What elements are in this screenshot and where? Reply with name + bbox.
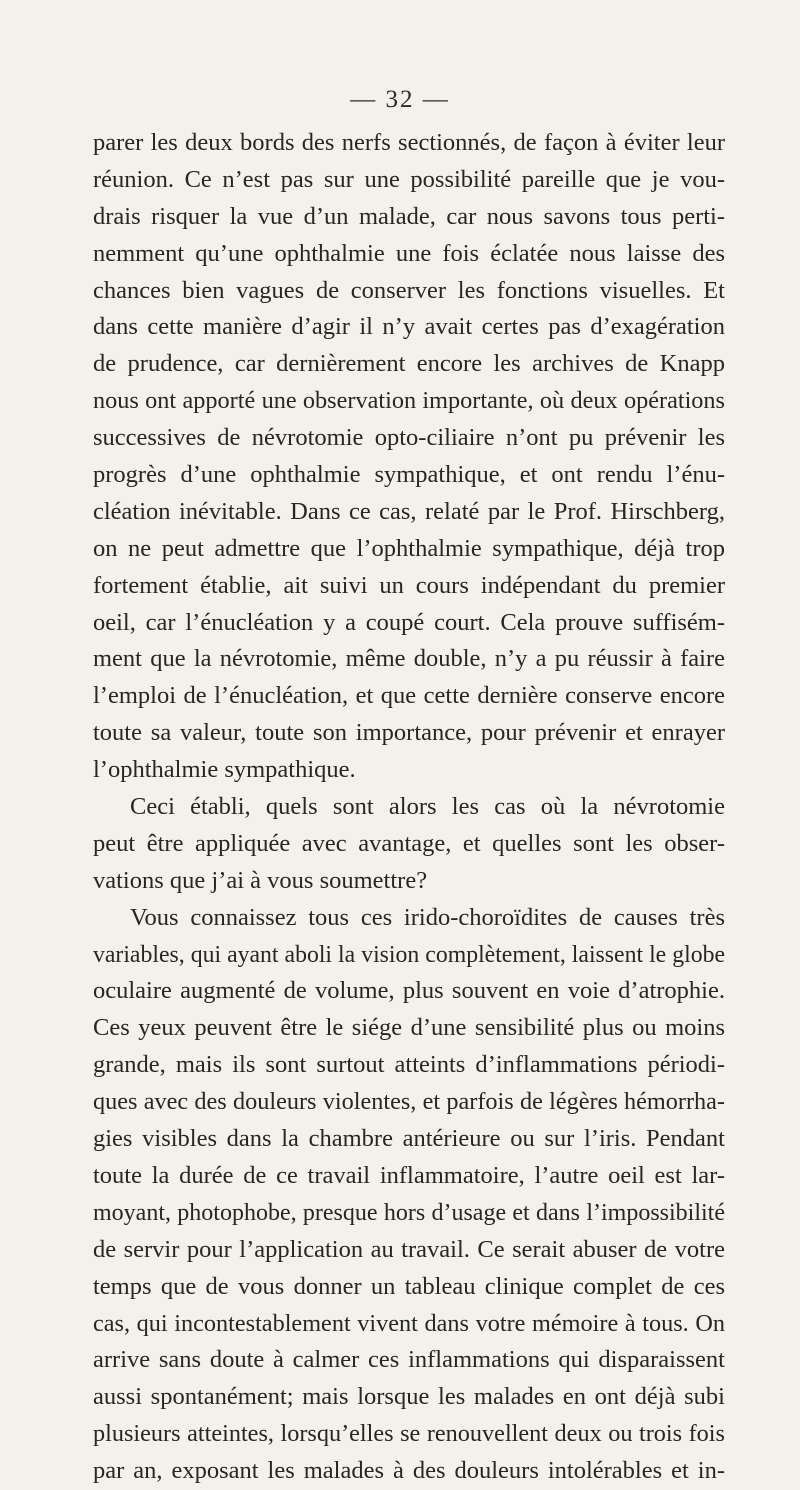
text-line: fortement établie, ait suivi un cours indépendant du premier — [93, 571, 725, 599]
text-line: ment que la névrotomie, même double, n’y a pu réussir à faire — [93, 645, 725, 673]
text-line: drais risquer la vue d’un malade, car nous savons tous perti- — [93, 202, 725, 230]
text-line: oculaire augmenté de volume, plus souvent en voie d’atrophie. — [93, 977, 725, 1005]
text-line: toute la durée de ce travail inflammatoire, l’autre oeil est lar- — [93, 1161, 725, 1189]
text-line: toute sa valeur, toute son importance, pour prévenir et enrayer — [93, 719, 725, 747]
text-line: de servir pour l’application au travail. Ce serait abuser de votre — [93, 1235, 725, 1263]
paragraph-end-line: vations que j’ai à vous soumettre? — [93, 866, 428, 894]
text-line: plusieurs atteintes, lorsqu’elles se renouvellent deux ou trois fois — [93, 1420, 725, 1448]
text-line: peut être appliquée avec avantage, et quelles sont les obser- — [93, 829, 725, 857]
text-line: chances bien vagues de conserver les fonctions visuelles. Et — [93, 276, 725, 304]
text-line: aussi spontanément; mais lorsque les malades en ont déjà subi — [93, 1383, 725, 1411]
text-line: cléation inévitable. Dans ce cas, relaté par le Prof. Hirschberg, — [93, 497, 725, 525]
text-line: Ces yeux peuvent être le siége d’une sensibilité plus ou moins — [93, 1014, 725, 1042]
text-line: oeil, car l’énucléation y a coupé court. Cela prouve suffisém- — [93, 608, 725, 636]
text-line: gies visibles dans la chambre antérieure ou sur l’iris. Pendant — [93, 1125, 725, 1153]
text-line: cas, qui incontestablement vivent dans votre mémoire à tous. On — [93, 1309, 725, 1337]
text-line: parer les deux bords des nerfs sectionnés, de façon à éviter leur — [93, 129, 725, 156]
text-line: ques avec des douleurs violentes, et parfois de légères hémorrha- — [93, 1088, 725, 1116]
text-line: nous ont apporté une observation importante, où deux opérations — [93, 387, 725, 415]
text-line: de prudence, car dernièrement encore les archives de Knapp — [93, 350, 725, 378]
page-number: — 32 — — [350, 86, 450, 113]
paragraph-start-line: Ceci établi, quels sont alors les cas où la névrotomie — [130, 793, 725, 821]
text-line: successives de névrotomie opto-ciliaire n’ont pu prévenir les — [93, 424, 725, 452]
text-line: arrive sans doute à calmer ces inflammations qui disparaissent — [93, 1346, 725, 1374]
text-line: réunion. Ce n’est pas sur une possibilité pareille que je vou- — [93, 165, 725, 193]
paragraph-end-line: l’ophthalmie sympathique. — [93, 756, 356, 784]
text-line: nemment qu’une ophthalmie une fois éclatée nous laisse des — [93, 239, 725, 267]
text-line: temps que de vous donner un tableau clinique complet de ces — [93, 1272, 725, 1300]
text-line: grande, mais ils sont surtout atteints d’inflammations périodi- — [93, 1051, 725, 1079]
text-line: progrès d’une ophthalmie sympathique, et ont rendu l’énu- — [93, 461, 725, 489]
text-line: variables, qui ayant aboli la vision complètement, laissent le globe — [93, 941, 725, 968]
text-line: par an, exposant les malades à des douleurs intolérables et in- — [93, 1457, 725, 1485]
text-line: on ne peut admettre que l’ophthalmie sympathique, déjà trop — [93, 534, 725, 562]
body-text — [93, 125, 725, 1490]
paragraph-start-line: Vous connaissez tous ces irido-choroïdites de causes très — [130, 903, 725, 931]
text-line: moyant, photophobe, presque hors d’usage et dans l’impossibilité — [93, 1199, 725, 1226]
text-line: dans cette manière d’agir il n’y avait certes pas d’exagération — [93, 313, 725, 341]
text-line: l’emploi de l’énucléation, et que cette dernière conserve encore — [93, 682, 725, 710]
